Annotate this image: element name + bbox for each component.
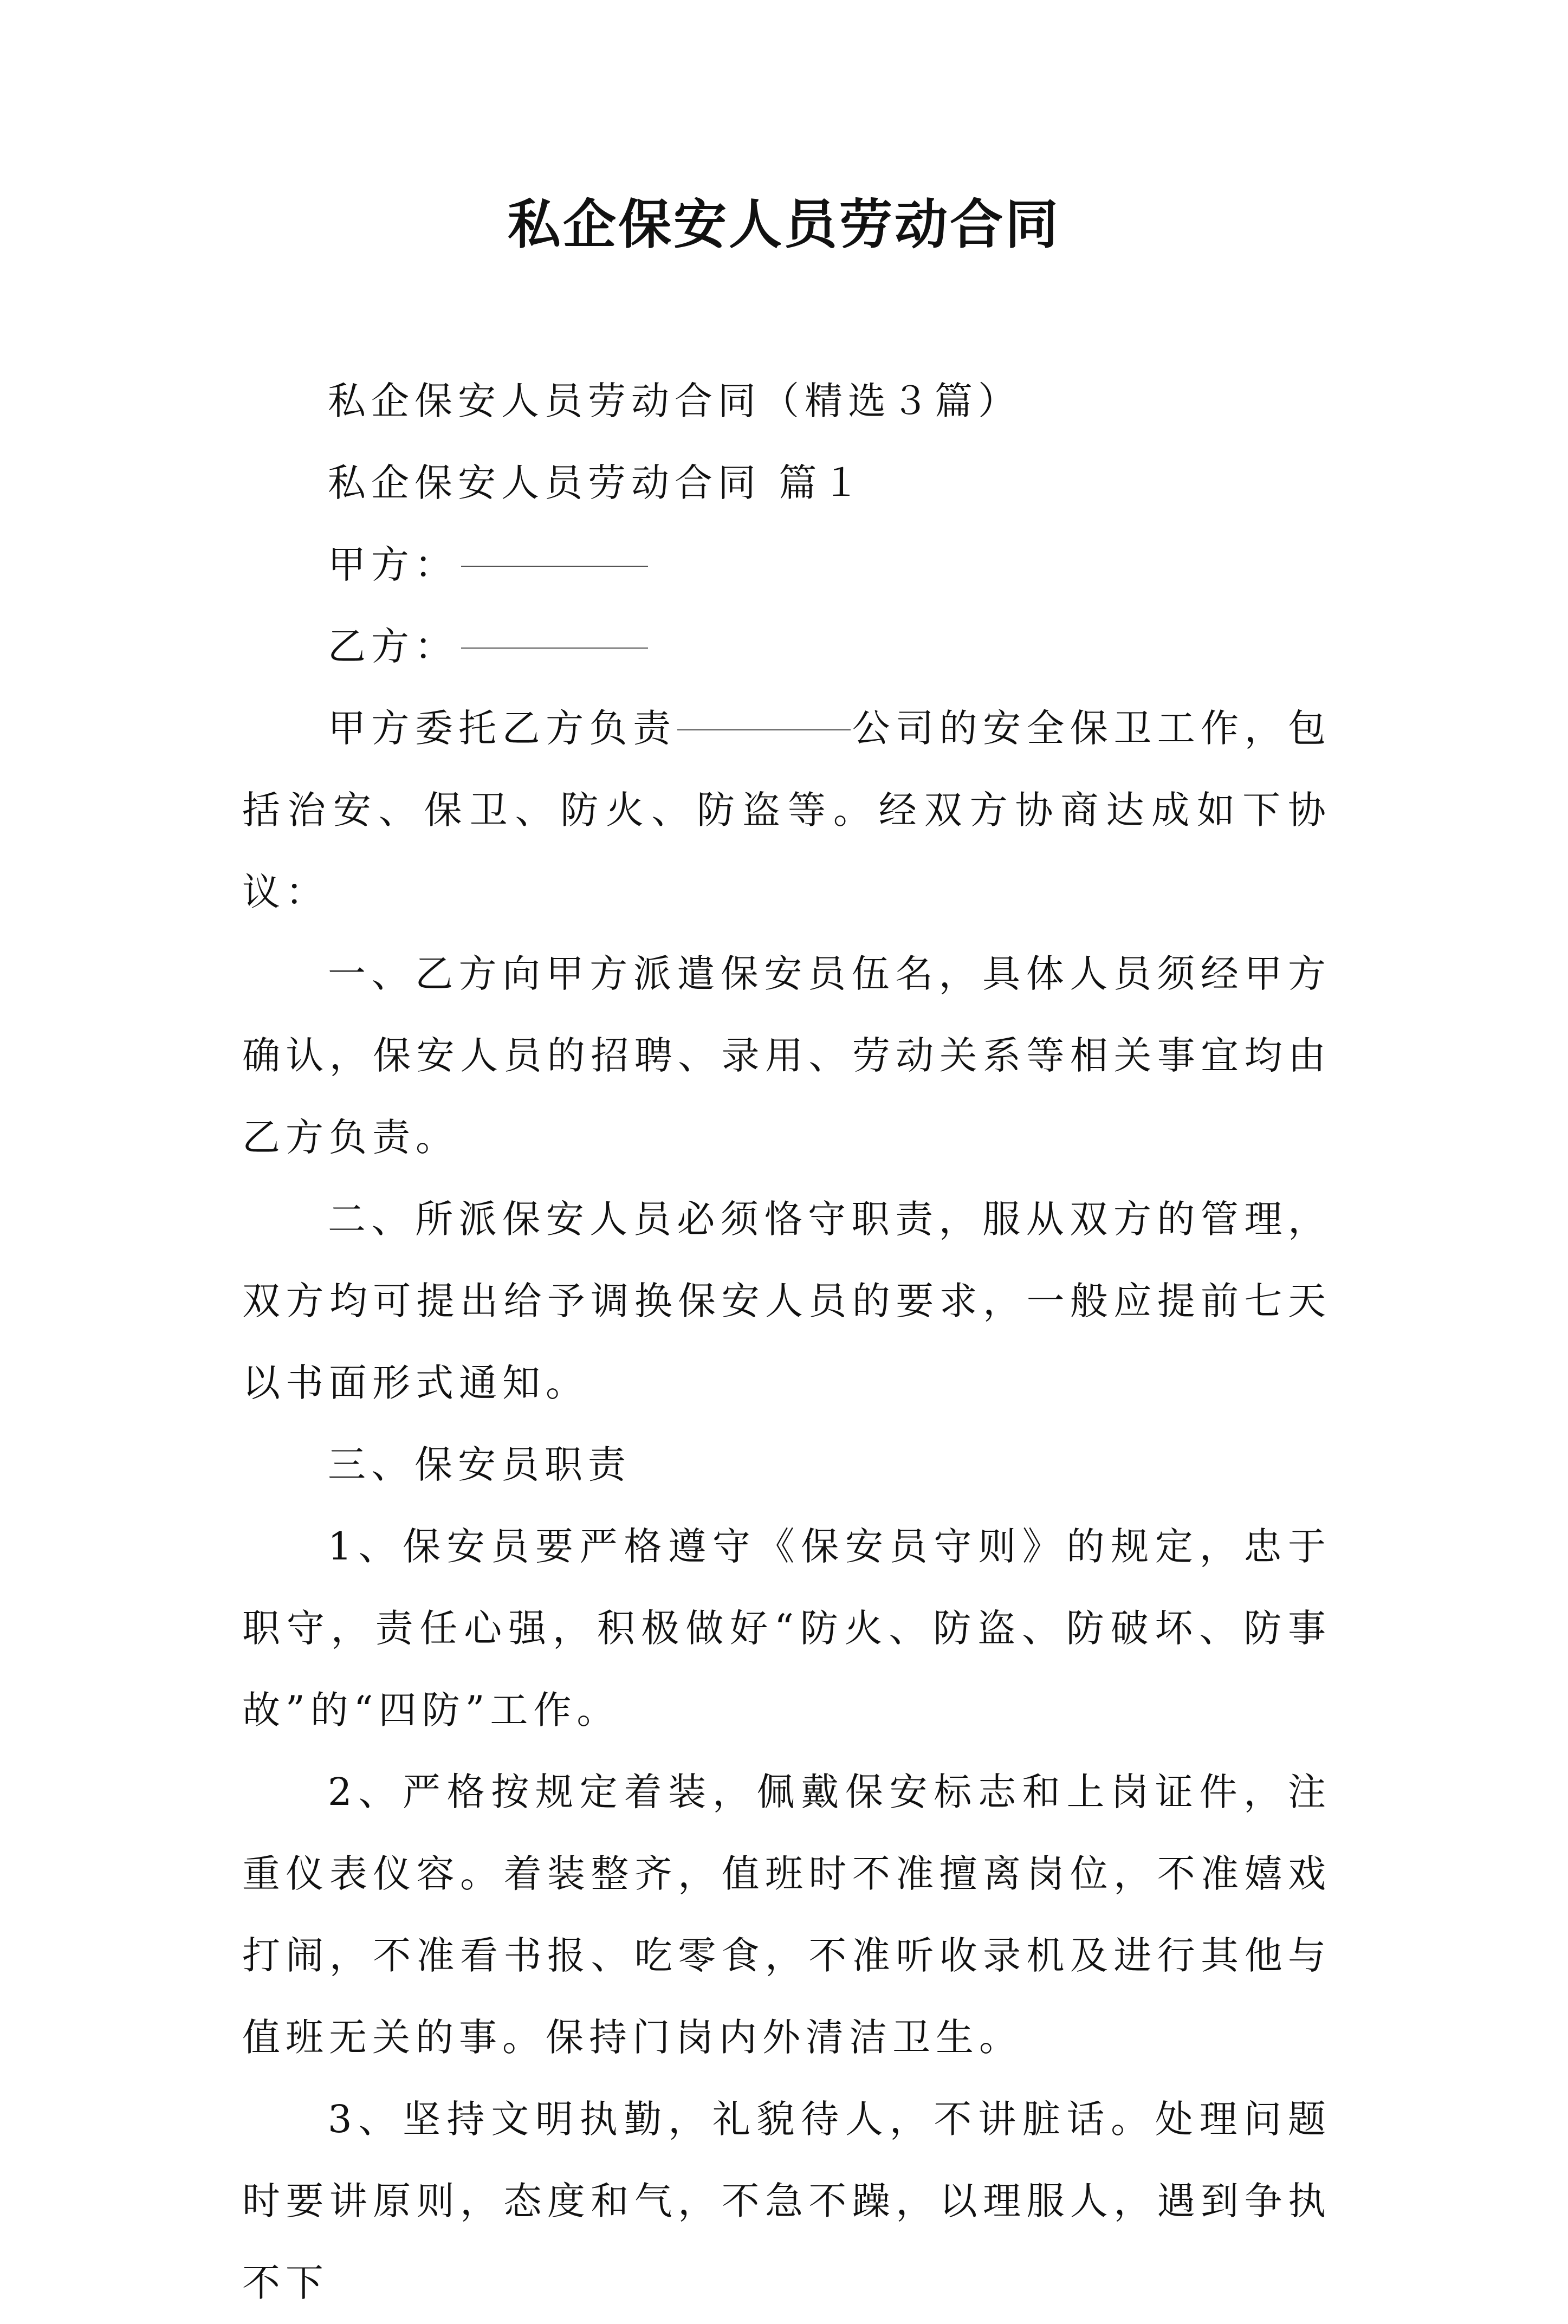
- clause-1: 一、乙方向甲方派遣保安员伍名，具体人员须经甲方确认，保安人员的招聘、录用、劳动关系等相关事宜均由乙方负责。: [242, 951, 1331, 1160]
- company-blank: [677, 729, 851, 730]
- duty-3: 3、坚持文明执勤，礼貌待人，不讲脏话。处理问题时要讲原则，态度和气，不急不躁，以理服人，遇到争执不下: [242, 2097, 1331, 2305]
- party-b-label: 乙方：: [328, 624, 458, 669]
- document-title: 私企保安人员劳动合同: [507, 193, 1060, 256]
- party-b-blank: [461, 647, 648, 649]
- party-b-line: [242, 606, 1331, 688]
- party-a-line: [242, 524, 1331, 606]
- party-a-label: 甲方：: [328, 542, 458, 587]
- clause-3-heading: 三、保安员职责: [328, 1442, 631, 1487]
- section-heading: 私企保安人员劳动合同 篇１: [328, 461, 866, 505]
- duty-1: 1、保安员要严格遵守《保安员守则》的规定，忠于职守，责任心强，积极做好“防火、防盗、防破坏、防事故”的“四防”工作。: [242, 1524, 1331, 1732]
- clause-2: 二、所派保安人员必须恪守职责，服从双方的管理，双方均可提出给予调换保安人员的要求，一般应提前七天以书面形式通知。: [242, 1197, 1331, 1405]
- intro-text-start: 甲方委托乙方负责: [328, 706, 677, 750]
- document-body: [242, 360, 1331, 2324]
- subtitle-line: 私企保安人员劳动合同（精选３篇）: [328, 379, 1021, 423]
- intro-paragraph: [242, 688, 1331, 933]
- intro-text-end: 公司的安全保卫工作，包括治安、保卫、防火、防盗等。经双方协商达成如下协议：: [242, 706, 1332, 914]
- party-a-blank: [461, 565, 648, 567]
- duty-2: 2、严格按规定着装，佩戴保安标志和上岗证件，注重仪表仪容。着装整齐，值班时不准擅离岗位，不准嬉戏打闹，不准看书报、吃零食，不准听收录机及进行其他与值班无关的事。保持门岗内外清洁卫生。: [242, 1770, 1331, 2060]
